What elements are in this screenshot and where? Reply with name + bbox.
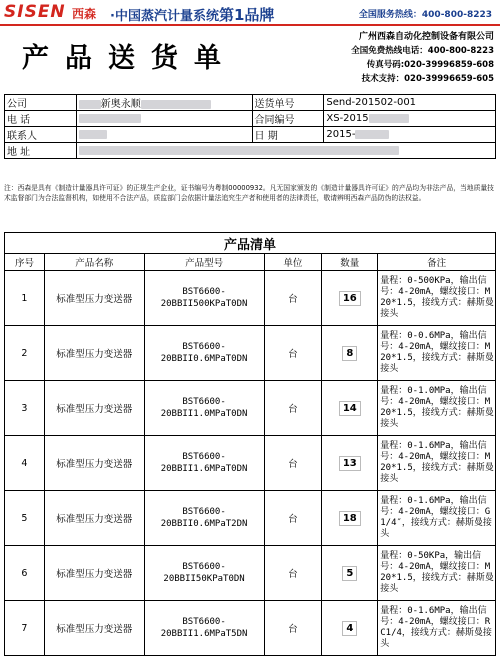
- company-value: [76, 95, 252, 111]
- row-remark: 量程：0-0.6MPa，输出信号：4-20mA，螺纹接口：M20*1.5，接线方式：赫斯曼接头: [378, 326, 496, 381]
- fax-number: 传真号码:020-39996859-608: [366, 60, 494, 70]
- redacted-block: [79, 130, 107, 139]
- row-model: BST6600-20BBII50KPaT0DN: [144, 546, 264, 601]
- row-product-name: 标准型压力变送器: [44, 491, 144, 546]
- brand-logo: SISEN: [4, 2, 66, 22]
- date-text: 2015-: [326, 129, 356, 140]
- row-unit: 台: [264, 546, 322, 601]
- row-qty-cell: [322, 546, 378, 601]
- row-remark: 量程：0-1.6MPa，输出信号：4-20mA，螺纹接口：G1/4″，接线方式：赫斯曼接头: [378, 491, 496, 546]
- row-no: 1: [5, 271, 45, 326]
- contract-no-value: [324, 111, 496, 127]
- row-qty-cell: [322, 271, 378, 326]
- table-row: [5, 436, 496, 491]
- contact-value: [76, 127, 252, 143]
- info-row-contact: [5, 127, 496, 143]
- header-model: 产品型号: [144, 254, 264, 271]
- row-remark: 量程：0-500KPa，输出信号：4-20mA，螺纹接口：M20*1.5，接线方式：赫斯曼接头: [378, 271, 496, 326]
- page-title: 产品送货单: [22, 43, 237, 74]
- redacted-block: [141, 100, 211, 109]
- delivery-no-value: Send-201502-001: [324, 95, 496, 111]
- row-model: BST6600-20BBII1.0MPaT0DN: [144, 381, 264, 436]
- top-banner: [0, 0, 500, 26]
- table-row: [5, 491, 496, 546]
- contract-no-label: 合同编号: [252, 111, 324, 127]
- date-label: 日 期: [252, 127, 324, 143]
- row-no: 5: [5, 491, 45, 546]
- row-unit: 台: [264, 326, 322, 381]
- row-unit: 台: [264, 381, 322, 436]
- row-qty: 13: [339, 456, 361, 471]
- table-row: [5, 326, 496, 381]
- brand-cn: 西森: [72, 7, 97, 21]
- legal-notice: 注：西森是具有《制造计量器具许可证》的正规生产企业，证书编号为粤制00000932。凡无国家颁发的《制造计量器具许可证》的产品均为非法产品，当地质量技术监督部门为合法监督机构，如使用不合法产品，质监部门会依据计量法追究生产者和使用者的法律责任，敬请辨明西森产品防伪的法权益。: [4, 184, 494, 202]
- table-caption: 产品清单: [5, 233, 496, 254]
- row-model: BST6600-20BBII0.6MPaT2DN: [144, 491, 264, 546]
- slogan-emph: 第1品牌: [218, 6, 275, 24]
- row-remark: 量程：0-1.0MPa，输出信号：4-20mA，螺纹接口：M20*1.5，接线方式：赫斯曼接头: [378, 381, 496, 436]
- row-qty: 5: [342, 566, 357, 581]
- row-qty-cell: [322, 601, 378, 656]
- company-info: [351, 30, 494, 86]
- date-value: [324, 127, 496, 143]
- row-qty: 18: [339, 511, 361, 526]
- hotline: 全国服务热线：400-800-8223: [358, 10, 492, 20]
- row-model: BST6600-20BBII1.6MPaT0DN: [144, 436, 264, 491]
- company-label: 公司: [5, 95, 77, 111]
- brand-slogan: [110, 4, 274, 25]
- redacted-block: [79, 100, 101, 109]
- product-list-table: [4, 232, 496, 656]
- info-row-address: [5, 143, 496, 159]
- phone-label: 电 话: [5, 111, 77, 127]
- row-qty-cell: [322, 491, 378, 546]
- header-qty: 数量: [322, 254, 378, 271]
- redacted-block: [79, 114, 141, 123]
- info-row-phone: [5, 111, 496, 127]
- row-no: 4: [5, 436, 45, 491]
- company-value-text: 新奥永顺: [100, 99, 141, 110]
- row-model: BST6600-20BBII0.6MPaT0DN: [144, 326, 264, 381]
- header-unit: 单位: [264, 254, 322, 271]
- row-qty: 14: [339, 401, 361, 416]
- company-name: 广州西森自动化控制设备有限公司: [358, 32, 494, 42]
- row-unit: 台: [264, 601, 322, 656]
- row-no: 6: [5, 546, 45, 601]
- redacted-block: [369, 114, 409, 123]
- row-product-name: 标准型压力变送器: [44, 326, 144, 381]
- table-row: [5, 546, 496, 601]
- redacted-block: [355, 130, 389, 139]
- row-model: BST6600-20BBII1.6MPaT5DN: [144, 601, 264, 656]
- row-product-name: 标准型压力变送器: [44, 546, 144, 601]
- address-value: [76, 143, 495, 159]
- delivery-info-table: [4, 94, 496, 159]
- table-row: [5, 381, 496, 436]
- contract-no-text: XS-2015: [326, 113, 369, 124]
- header-no: 序号: [5, 254, 45, 271]
- row-product-name: 标准型压力变送器: [44, 601, 144, 656]
- table-header-row: [5, 254, 496, 271]
- row-product-name: 标准型压力变送器: [44, 436, 144, 491]
- row-product-name: 标准型压力变送器: [44, 271, 144, 326]
- info-row-company: [5, 95, 496, 111]
- row-product-name: 标准型压力变送器: [44, 381, 144, 436]
- free-hotline: 全国免费热线电话：400-800-8223: [351, 46, 494, 56]
- row-unit: 台: [264, 271, 322, 326]
- contact-label: 联系人: [5, 127, 77, 143]
- header-name: 产品名称: [44, 254, 144, 271]
- slogan-prefix: ·中国蒸汽计量系统: [110, 9, 219, 24]
- table-row: [5, 271, 496, 326]
- phone-value: [76, 111, 252, 127]
- row-unit: 台: [264, 436, 322, 491]
- row-no: 3: [5, 381, 45, 436]
- row-remark: 量程：0-1.6MPa，输出信号：4-20mA，螺纹接口：M20*1.5，接线方式：赫斯曼接头: [378, 436, 496, 491]
- delivery-no-label: 送货单号: [252, 95, 324, 111]
- row-remark: 量程：0-50KPa，输出信号：4-20mA，螺纹接口：M20*1.5，接线方式：赫斯曼接头: [378, 546, 496, 601]
- redacted-block: [79, 146, 399, 155]
- row-qty-cell: [322, 326, 378, 381]
- row-qty-cell: [322, 381, 378, 436]
- tech-support: 技术支持：020-39996659-605: [361, 74, 494, 84]
- row-qty-cell: [322, 436, 378, 491]
- row-remark: 量程：0-1.6MPa，输出信号：4-20mA，螺纹接口：RC1/4，接线方式：赫斯曼接头: [378, 601, 496, 656]
- row-unit: 台: [264, 491, 322, 546]
- header-divider: [0, 24, 500, 26]
- row-no: 7: [5, 601, 45, 656]
- address-label: 地 址: [5, 143, 77, 159]
- row-qty: 4: [342, 621, 357, 636]
- row-qty: 16: [339, 291, 361, 306]
- table-row: [5, 601, 496, 656]
- header-remark: 备注: [378, 254, 496, 271]
- row-qty: 8: [342, 346, 357, 361]
- row-no: 2: [5, 326, 45, 381]
- row-model: BST6600-20BBII500KPaT0DN: [144, 271, 264, 326]
